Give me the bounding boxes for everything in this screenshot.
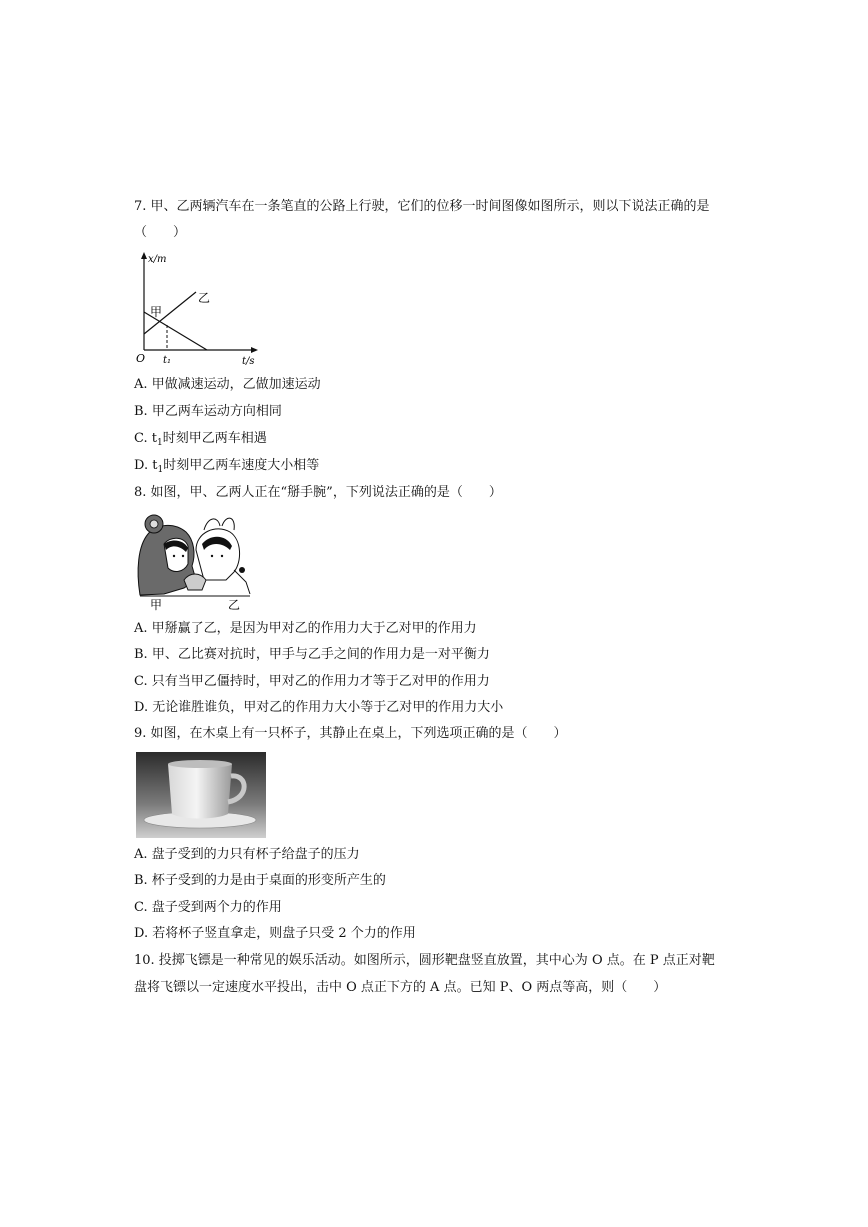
- q9-stem: 9. 如图，在木桌上有一只杯子，其静止在桌上，下列选项正确的是（ ）: [134, 726, 567, 741]
- q9-cup-photo: [136, 752, 266, 838]
- cup-body: [168, 764, 232, 819]
- x-axis-arrow: [251, 347, 258, 353]
- t1-label: t₁: [163, 355, 172, 366]
- q8-option-b: B. 甲、乙比赛对抗时，甲手与乙手之间的作用力是一对平衡力: [134, 647, 490, 662]
- q8-option-a: A. 甲掰赢了乙，是因为甲对乙的作用力大于乙对甲的作用力: [134, 621, 477, 636]
- label-jia: 甲: [150, 598, 163, 612]
- q8-option-d: D. 无论谁胜谁负，甲对乙的作用力大小等于乙对甲的作用力大小: [134, 700, 504, 715]
- q10-stem-line1: 10. 投掷飞镖是一种常见的娱乐活动。如图所示，圆形靶盘竖直放置，其中心为 O 点。在 P 点正对靶: [134, 953, 715, 968]
- cup-rim: [168, 760, 232, 768]
- q9-option-b: B. 杯子受到的力是由于桌面的形变所产生的: [134, 873, 386, 888]
- y-axis-arrow: [141, 252, 147, 259]
- q7-xt-graph: [134, 250, 264, 368]
- label-yi: 乙: [228, 598, 241, 612]
- q8-option-c: C. 只有当甲乙僵持时，甲对乙的作用力才等于乙对甲的作用力: [134, 674, 490, 689]
- q7-option-d-sub: 1: [157, 465, 164, 475]
- y-axis-label: x/m: [148, 254, 167, 265]
- q7-option-c-prefix: C. t: [134, 431, 157, 446]
- q7-option-c-sub: 1: [156, 438, 163, 448]
- q9-option-d: D. 若将杯子竖直拿走，则盘子只受 2 个力的作用: [134, 926, 416, 941]
- clasped-hands: [184, 574, 206, 590]
- q10-stem-line2: 盘将飞镖以一定速度水平投出，击中 O 点正下方的 A 点。已知 P、O 两点等高，则（ ）: [134, 980, 667, 995]
- q7-option-d-prefix: D. t: [134, 458, 158, 473]
- q7-option-c: [134, 430, 267, 452]
- q7-option-d-suffix: 时刻甲乙两车速度大小相等: [163, 458, 320, 473]
- q7-option-a: A. 甲做减速运动，乙做加速运动: [134, 377, 321, 392]
- q9-option-c: C. 盘子受到两个力的作用: [134, 900, 282, 915]
- q7-option-c-suffix: 时刻甲乙两车相遇: [162, 431, 267, 446]
- q8-arm-wrestling-figure: [134, 510, 254, 612]
- x-axis-label: t/s: [242, 356, 255, 367]
- q7-stem-line1: 7. 甲、乙两辆汽车在一条笔直的公路上行驶，它们的位移一时间图像如图所示，则以下说法正确的是: [134, 199, 710, 214]
- line-jia-label: 甲: [150, 305, 163, 319]
- q9-option-a: A. 盘子受到的力只有杯子给盘子的压力: [134, 847, 360, 862]
- q7-option-d: [134, 457, 319, 479]
- q8-stem: 8. 如图，甲、乙两人正在“掰手腕”，下列说法正确的是（ ）: [134, 485, 502, 500]
- origin-label: O: [136, 352, 146, 365]
- q7-option-b: B. 甲乙两车运动方向相同: [134, 404, 282, 419]
- q7-stem-line2: （ ）: [134, 225, 187, 240]
- line-yi-label: 乙: [198, 291, 211, 305]
